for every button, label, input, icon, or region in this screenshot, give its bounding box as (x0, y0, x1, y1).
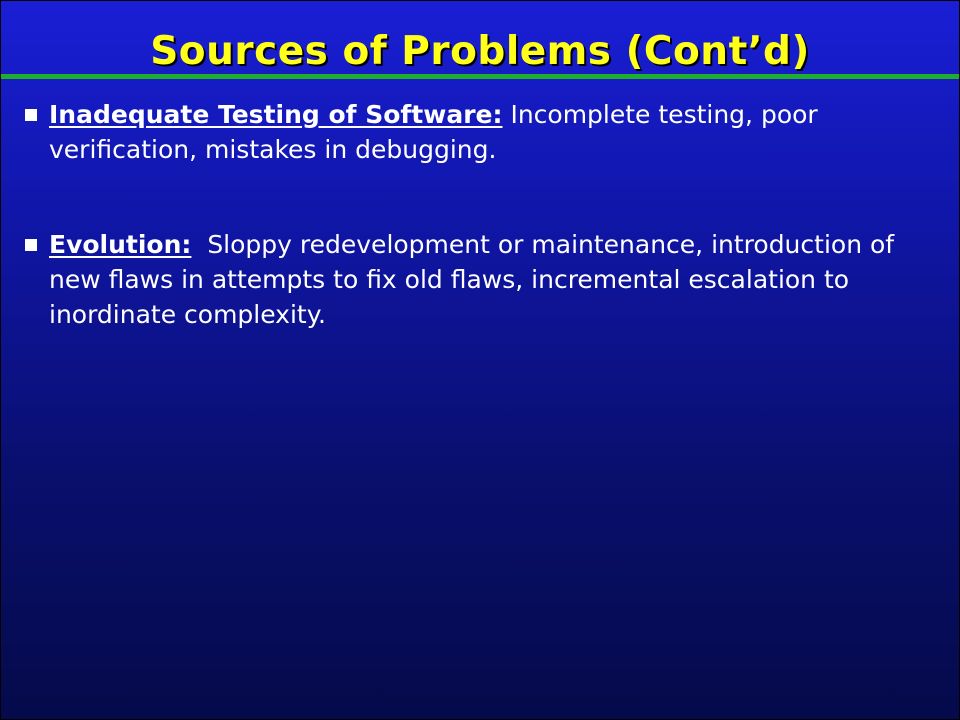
bullet-item-evolution (23, 227, 943, 332)
bullet-list (23, 97, 943, 332)
bullet-heading: Inadequate Testing of Software: (49, 100, 503, 129)
slide-title: Sources of Problems (Cont’d) (150, 29, 810, 74)
bullet-heading: Evolution: (49, 230, 192, 259)
slide (1, 1, 959, 719)
square-bullet-icon (25, 109, 37, 121)
title-divider (1, 74, 959, 79)
bullet-text: Incomplete testing, poor verification, mistakes in debugging. (49, 100, 826, 164)
bullet-item-testing (23, 97, 943, 167)
bullet-text: Sloppy redevelopment or maintenance, introduction of new flaws in attempts to fix old flaws, incremental escalation to inordinate complexity. (49, 230, 903, 329)
square-bullet-icon (25, 239, 37, 251)
